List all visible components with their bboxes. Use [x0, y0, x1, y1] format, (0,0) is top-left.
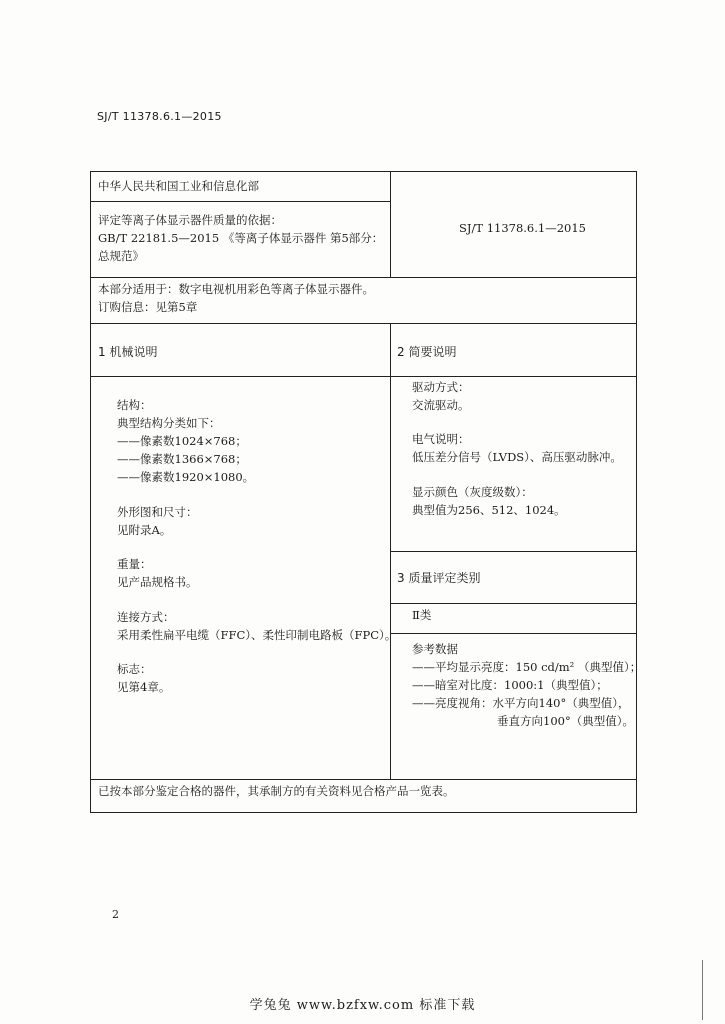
reference-viewing-angle-h: ——亮度视角：水平方向140°（典型值）， [412, 696, 630, 710]
footer-watermark: 学兔兔 www.bzfxw.com 标准下载 [249, 998, 476, 1013]
reference-contrast: ——暗室对比度：1000:1（典型值）； [412, 678, 608, 692]
quality-category: Ⅱ类 [412, 608, 432, 622]
drive-label: 驱动方式： [412, 380, 470, 394]
scan-edge-mark [702, 960, 703, 1020]
document-number: SJ/T 11378.6.1—2015 [97, 110, 222, 123]
qualified-products-note: 已按本部分鉴定合格的器件，其承制方的有关资料见合格产品一览表。 [98, 784, 455, 798]
table-top-border [90, 171, 636, 172]
structure-label: 结构： [117, 398, 152, 412]
pixel-option-2: ——像素数1366×768； [117, 452, 247, 466]
table-bottom-border [90, 812, 636, 813]
marking-label: 标志： [117, 662, 152, 676]
pixel-option-3: ——像素数1920×1080。 [117, 470, 255, 484]
table-left-border [90, 171, 91, 813]
divider-section3-bottom [390, 603, 636, 604]
weight-label: 重量： [117, 557, 152, 571]
divider-header [90, 277, 636, 278]
standard-code: SJ/T 11378.6.1—2015 [459, 221, 586, 235]
connection-value: 采用柔性扁平电缆（FFC）、柔性印制电路板（FPC）。 [117, 628, 397, 642]
basis-line-1: 评定等离子体显示器件质量的依据： [98, 213, 282, 227]
reference-title: 参考数据 [412, 642, 458, 656]
divider-section3-top [390, 551, 636, 552]
basis-line-3: 总规范》 [98, 249, 144, 263]
color-label: 显示颜色（灰度级数）： [412, 485, 533, 499]
outline-value: 见附录A。 [117, 523, 172, 537]
vertical-divider-sections [390, 323, 391, 779]
reference-viewing-angle-v: 垂直方向100°（典型值）。 [497, 714, 634, 728]
electrical-label: 电气说明： [412, 432, 470, 446]
reference-brightness: ——平均显示亮度：150 cd/m² （典型值）； [412, 660, 642, 674]
vertical-divider-top [390, 171, 391, 277]
outline-label: 外形图和尺寸： [117, 505, 198, 519]
section-2-title: 2 简要说明 [397, 345, 457, 359]
ministry-name: 中华人民共和国工业和信息化部 [98, 179, 259, 193]
marking-value: 见第4章。 [117, 680, 171, 694]
section-1-title: 1 机械说明 [98, 345, 158, 359]
divider-ministry [90, 201, 390, 202]
scope-line-2: 订购信息：见第5章 [98, 300, 198, 314]
connection-label: 连接方式： [117, 610, 175, 624]
weight-value: 见产品规格书。 [117, 575, 198, 589]
basis-line-2: GB/T 22181.5—2015 《等离子体显示器件 第5部分： [98, 231, 384, 245]
drive-value: 交流驱动。 [412, 398, 470, 412]
divider-scope [90, 323, 636, 324]
structure-classes: 典型结构分类如下： [117, 416, 221, 430]
electrical-value: 低压差分信号（LVDS）、高压驱动脉冲。 [412, 450, 622, 464]
divider-section-titles [90, 376, 636, 377]
scope-line-1: 本部分适用于：数字电视机用彩色等离子体显示器件。 [98, 282, 374, 296]
divider-category [390, 633, 636, 634]
table-right-border [636, 171, 637, 813]
section-3-title: 3 质量评定类别 [397, 571, 481, 585]
divider-bottom-note [90, 779, 636, 780]
color-value: 典型值为256、512、1024。 [412, 503, 566, 517]
page-number: 2 [112, 908, 119, 921]
pixel-option-1: ——像素数1024×768； [117, 434, 247, 448]
